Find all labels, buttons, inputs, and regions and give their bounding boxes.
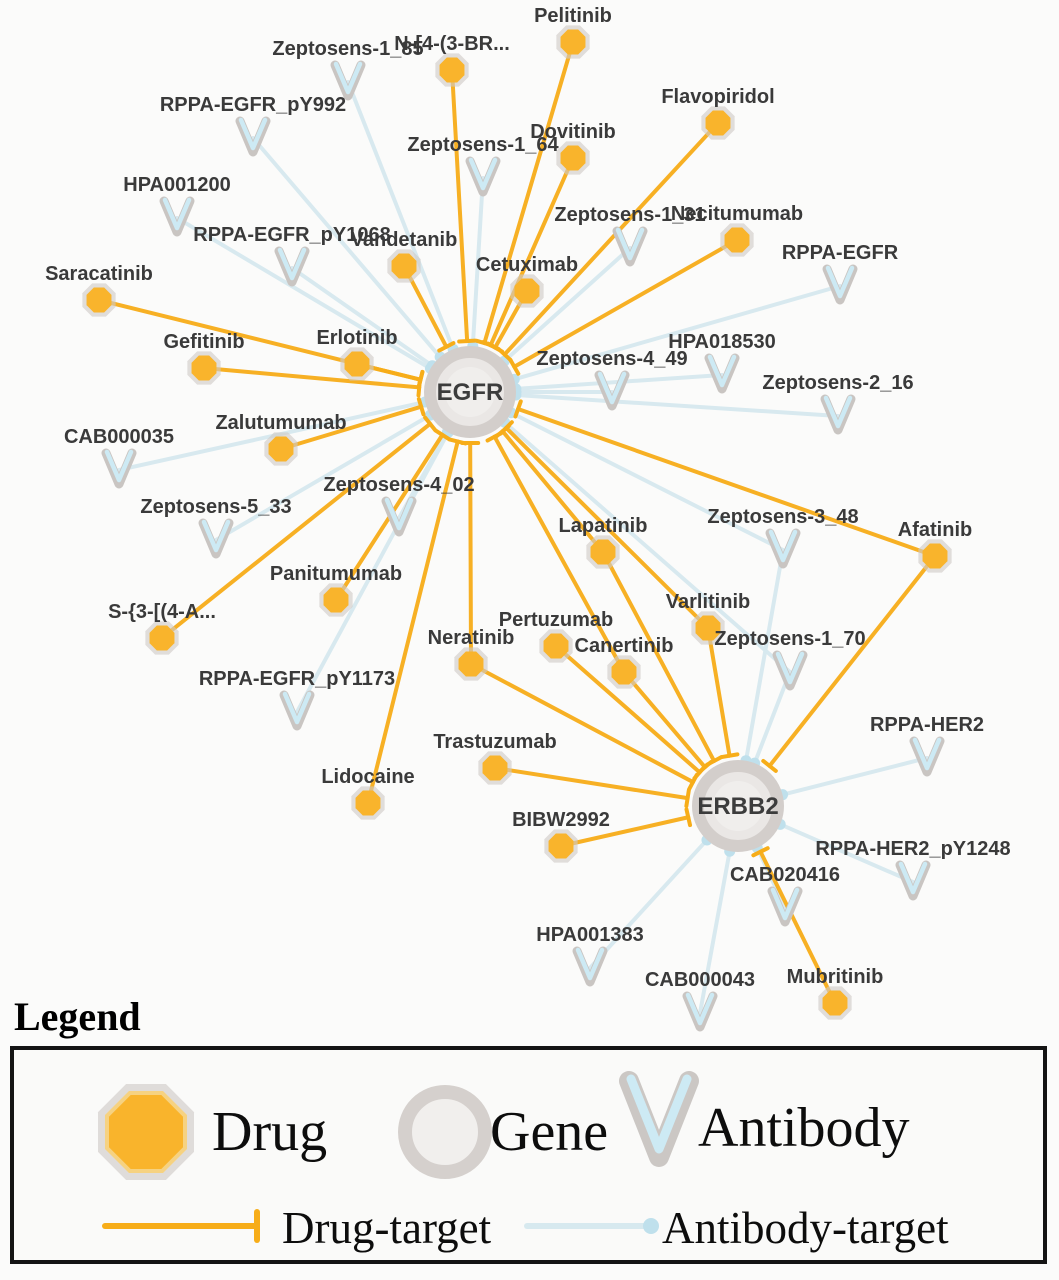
gene-label-erbb2: ERBB2	[697, 793, 779, 820]
edge-antibody-target	[777, 758, 927, 800]
gene-node-erbb2	[697, 766, 778, 846]
drug-label-canertinib: Canertinib	[574, 635, 674, 657]
drug-node-cetuximab	[510, 274, 543, 307]
drug-label-necitumumab: Necitumumab	[670, 203, 804, 225]
drug-node-zalutumumab	[264, 432, 297, 465]
legend-title: Legend	[14, 994, 141, 1039]
drug-node-pelitinib	[556, 25, 589, 58]
antibody-node-icon	[609, 1064, 709, 1184]
drug-label-pertuzumab: Pertuzumab	[498, 609, 614, 631]
drug-node-necitumumab	[720, 223, 753, 256]
drug-label-saracatinib: Saracatinib	[45, 263, 153, 285]
antibody-label-zeptosens-1_31: Zeptosens-1_31	[554, 204, 706, 226]
gene-node-egfr	[430, 352, 510, 432]
drug-node-canertinib	[607, 655, 640, 688]
antibody-label-hpa001383: HPA001383	[536, 924, 644, 946]
antibody-label-cab000035: CAB000035	[63, 426, 175, 448]
drug-node-lapatinib	[586, 535, 619, 568]
antibody-label-zeptosens-4_49: Zeptosens-4_49	[536, 348, 688, 370]
antibody-label-zeptosens-1_85: Zeptosens-1_85	[272, 38, 424, 60]
drug-label-lidocaine: Lidocaine	[321, 766, 415, 788]
drug-node-saracatinib	[82, 283, 115, 316]
antibody-target-edge-icon	[519, 1208, 684, 1244]
drug-label-lapatinib: Lapatinib	[558, 515, 648, 537]
drug-label-bibw2992: BIBW2992	[512, 809, 610, 831]
drug-node-erlotinib	[340, 347, 373, 380]
antibody-label-zeptosens-2_16: Zeptosens-2_16	[762, 372, 914, 394]
legend-drug-target-label: Drug-target	[282, 1203, 492, 1253]
drug-node-gefitinib	[187, 351, 220, 384]
drug-label-pelitinib: Pelitinib	[534, 5, 612, 27]
drug-node-panitumumab	[319, 583, 352, 616]
antibody-label-rppa-her2_py1248: RPPA-HER2_pY1248	[815, 838, 1011, 860]
antibody-label-rppa-egfr: RPPA-EGFR	[781, 242, 899, 264]
drug-node-icon	[92, 1078, 200, 1186]
gene-label-egfr: EGFR	[436, 379, 504, 406]
drug-node-bibw2992	[544, 829, 577, 862]
antibody-node-hpa018530	[709, 357, 735, 389]
antibody-label-zeptosens-1_64: Zeptosens-1_64	[407, 134, 559, 156]
drug-node-trastuzumab	[478, 751, 511, 784]
drug-label-panitumumab: Panitumumab	[269, 563, 403, 585]
legend-gene-label: Gene	[490, 1101, 609, 1163]
drug-label-afatinib: Afatinib	[897, 519, 973, 541]
drug-label-cetuximab: Cetuximab	[475, 254, 579, 276]
antibody-node-zeptosens-1_85	[335, 64, 361, 96]
antibody-label-cab000043: CAB000043	[644, 969, 756, 991]
drug-node-mubritinib	[818, 986, 851, 1019]
drug-label-flavopiridol: Flavopiridol	[661, 86, 775, 108]
antibody-label-zeptosens-4_02: Zeptosens-4_02	[323, 474, 475, 496]
legend-drug-label: Drug	[212, 1101, 328, 1163]
drug-node-neratinib	[454, 647, 487, 680]
drug-node-s3-4a	[145, 621, 178, 654]
antibody-node-hpa001200	[164, 200, 190, 232]
drug-label-mubritinib: Mubritinib	[786, 966, 884, 988]
antibody-label-rppa-her2: RPPA-HER2	[869, 714, 985, 736]
legend-antibody-label: Antibody	[698, 1097, 910, 1159]
antibody-node-rppa-egfr_py1068	[279, 250, 305, 282]
edge-drug-target	[499, 123, 718, 360]
drug-label-n4-3br: N-[4-(3-BR...	[394, 33, 510, 55]
antibody-label-zeptosens-1_70: Zeptosens-1_70	[714, 628, 866, 650]
drug-label-vandetanib: Vandetanib	[350, 229, 458, 251]
drug-label-dovitinib: Dovitinib	[530, 121, 616, 143]
drug-label-gefitinib: Gefitinib	[163, 331, 245, 353]
legend-antibody-target-label: Antibody-target	[662, 1203, 949, 1253]
edge-drug-target	[452, 70, 475, 342]
edge-drug-target	[495, 768, 689, 806]
drug-node-dovitinib	[556, 141, 589, 174]
drug-node-pertuzumab	[539, 629, 572, 662]
antibody-label-zeptosens-5_33: Zeptosens-5_33	[140, 496, 292, 518]
antibody-label-rppa-egfr_py992: RPPA-EGFR_pY992	[159, 94, 347, 116]
drug-node-flavopiridol	[701, 106, 734, 139]
drug-node-vandetanib	[387, 249, 420, 282]
drug-node-lidocaine	[351, 786, 384, 819]
antibody-label-rppa-egfr_py1173: RPPA-EGFR_pY1173	[198, 668, 396, 690]
antibody-label-hpa001200: HPA001200	[123, 174, 231, 196]
drug-label-erlotinib: Erlotinib	[316, 327, 398, 349]
drug-label-varlitinib: Varlitinib	[665, 591, 751, 613]
edge-antibody-target	[749, 672, 790, 769]
gene-node-icon	[395, 1082, 495, 1182]
drug-label-zalutumumab: Zalutumumab	[215, 412, 347, 434]
edge-drug-target	[763, 556, 935, 771]
legend-box	[10, 1046, 1047, 1264]
drug-target-edge-icon	[99, 1208, 274, 1244]
drug-label-trastuzumab: Trastuzumab	[433, 731, 557, 753]
edge-drug-target	[624, 672, 711, 772]
edge-antibody-target	[590, 834, 712, 968]
drug-label-s3-4a: S-{3-[(4-A...	[108, 601, 216, 623]
antibody-label-hpa018530: HPA018530	[668, 331, 776, 353]
drug-node-afatinib	[918, 539, 951, 572]
drug-label-neratinib: Neratinib	[427, 627, 515, 649]
antibody-label-cab020416: CAB020416	[729, 864, 841, 886]
antibody-label-rppa-egfr_py1068: RPPA-EGFR_pY1068	[193, 224, 391, 246]
antibody-label-zeptosens-3_48: Zeptosens-3_48	[707, 506, 859, 528]
drug-node-n4-3br	[435, 53, 468, 86]
antibody-node-zeptosens-1_64	[470, 160, 496, 192]
